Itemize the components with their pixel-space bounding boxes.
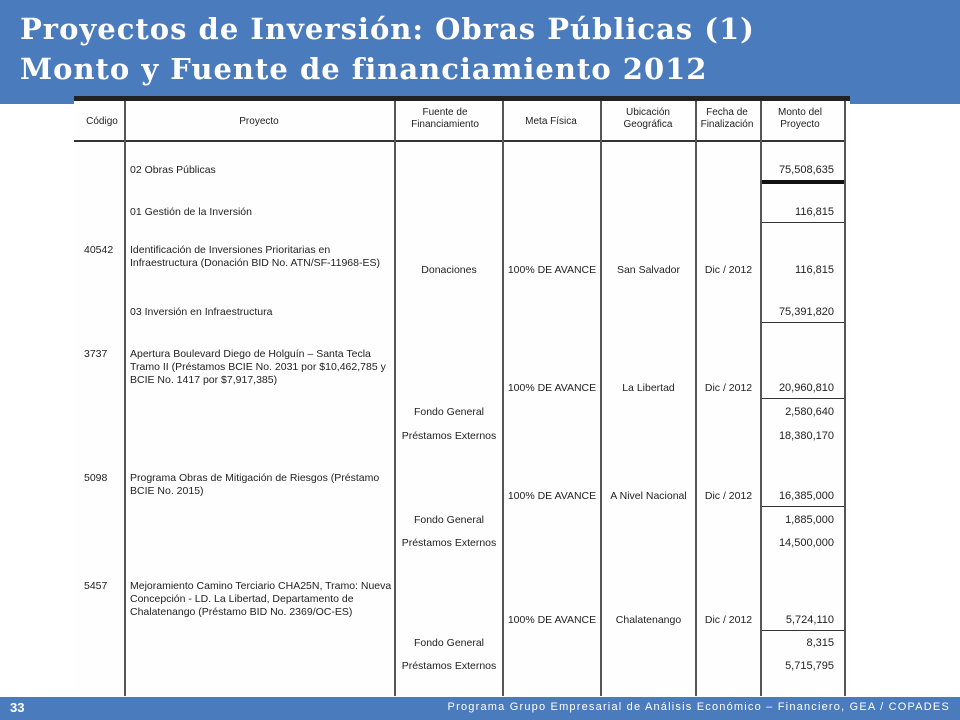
column-divider <box>844 101 846 696</box>
fecha-5457: Dic / 2012 <box>704 614 753 626</box>
header-bottom-rule <box>74 140 846 142</box>
column-divider <box>124 101 126 696</box>
codigo-3737: 3737 <box>84 348 108 360</box>
header-monto: Monto del Proyecto <box>778 107 822 130</box>
monto-40542: 116,815 <box>795 264 834 276</box>
subtotal-rule <box>762 322 844 323</box>
column-divider <box>502 101 504 696</box>
column-divider <box>394 101 396 696</box>
monto-general-3737: 2,580,640 <box>785 406 834 418</box>
subtotal-rule <box>762 630 844 631</box>
proyecto-5098: Programa Obras de Mitigación de Riesgos (Préstamo BCIE No. 2015) <box>130 472 380 497</box>
header-ubicacion: Ubicación Geográfica <box>623 107 673 130</box>
meta-3737: 100% DE AVANCE <box>507 382 597 394</box>
codigo-5098: 5098 <box>84 472 108 484</box>
monto-externos-5457: 5,715,795 <box>785 660 834 672</box>
ubicacion-5098: A Nivel Nacional <box>610 490 687 502</box>
monto-externos-3737: 18,380,170 <box>778 430 834 442</box>
fuente-general-5457: Fondo General <box>413 637 485 649</box>
monto-gestion: 116,815 <box>795 206 834 218</box>
slide-title-line-1: Proyectos de Inversión: Obras Públicas (1) <box>20 12 755 46</box>
header-fecha: Fecha de Finalización <box>700 107 754 130</box>
page-number: 33 <box>10 700 25 715</box>
monto-3737: 20,960,810 <box>778 382 834 394</box>
table-top-rule <box>74 96 850 101</box>
fuente-externos-5098: Préstamos Externos <box>401 537 497 549</box>
subtotal-rule <box>762 398 844 399</box>
header-codigo: Código <box>86 116 118 127</box>
fuente-40542: Donaciones <box>421 264 477 276</box>
fuente-general-5098: Fondo General <box>413 514 485 526</box>
monto-5457: 5,724,110 <box>785 614 834 626</box>
section-gestion: 01 Gestión de la Inversión <box>130 206 252 218</box>
header-fuente: Fuente de Financiamiento <box>411 107 479 130</box>
fuente-general-3737: Fondo General <box>413 406 485 418</box>
monto-general-5457: 8,315 <box>806 637 834 649</box>
slide-title-line-2: Monto y Fuente de financiamiento 2012 <box>20 52 708 86</box>
codigo-40542: 40542 <box>84 244 114 256</box>
scanned-table <box>74 96 850 696</box>
subtotal-rule <box>762 506 844 507</box>
monto-5098: 16,385,000 <box>778 490 834 502</box>
ubicacion-40542: San Salvador <box>616 264 681 276</box>
monto-general-5098: 1,885,000 <box>785 514 834 526</box>
monto-obras-publicas: 75,508,635 <box>778 164 834 176</box>
column-divider <box>695 101 697 696</box>
fuente-externos-5457: Préstamos Externos <box>401 660 497 672</box>
proyecto-5457: Mejoramiento Camino Terciario CHA25N, Tramo: Nueva Concepción - LD. La Libertad, Departamento de Chalatenango (Préstamo BID No. 2369/OC-ES) <box>130 580 392 618</box>
section-obras-publicas: 02 Obras Públicas <box>130 164 216 176</box>
monto-externos-5098: 14,500,000 <box>778 537 834 549</box>
total-rule <box>762 180 844 184</box>
header-proyecto: Proyecto <box>239 116 279 127</box>
proyecto-40542: Identificación de Inversiones Prioritarias en Infraestructura (Donación BID No. ATN/SF-11968-ES) <box>130 244 380 269</box>
meta-5098: 100% DE AVANCE <box>507 490 597 502</box>
fecha-3737: Dic / 2012 <box>704 382 753 394</box>
fecha-5098: Dic / 2012 <box>704 490 753 502</box>
column-divider <box>600 101 602 696</box>
fuente-externos-3737: Préstamos Externos <box>401 430 497 442</box>
proyecto-3737: Apertura Boulevard Diego de Holguín – Santa Tecla Tramo II (Préstamos BCIE No. 2031 por $10,462,785 y BCIE No. 1417 por $7,917,385) <box>130 348 386 386</box>
footer-credit: Programa Grupo Empresarial de Análisis Económico – Financiero, GEA / COPADES <box>447 701 950 713</box>
title-banner <box>0 0 960 104</box>
fecha-40542: Dic / 2012 <box>704 264 753 276</box>
ubicacion-5457: Chalatenango <box>615 614 682 626</box>
ubicacion-3737: La Libertad <box>622 382 675 394</box>
meta-40542: 100% DE AVANCE <box>507 264 597 276</box>
section-inversion: 03 Inversión en Infraestructura <box>130 306 273 318</box>
meta-5457: 100% DE AVANCE <box>507 614 597 626</box>
header-meta: Meta Física <box>525 116 577 127</box>
monto-inversion: 75,391,820 <box>778 306 834 318</box>
codigo-5457: 5457 <box>84 580 108 592</box>
footer-bar <box>0 697 960 720</box>
subtotal-rule <box>762 222 844 223</box>
